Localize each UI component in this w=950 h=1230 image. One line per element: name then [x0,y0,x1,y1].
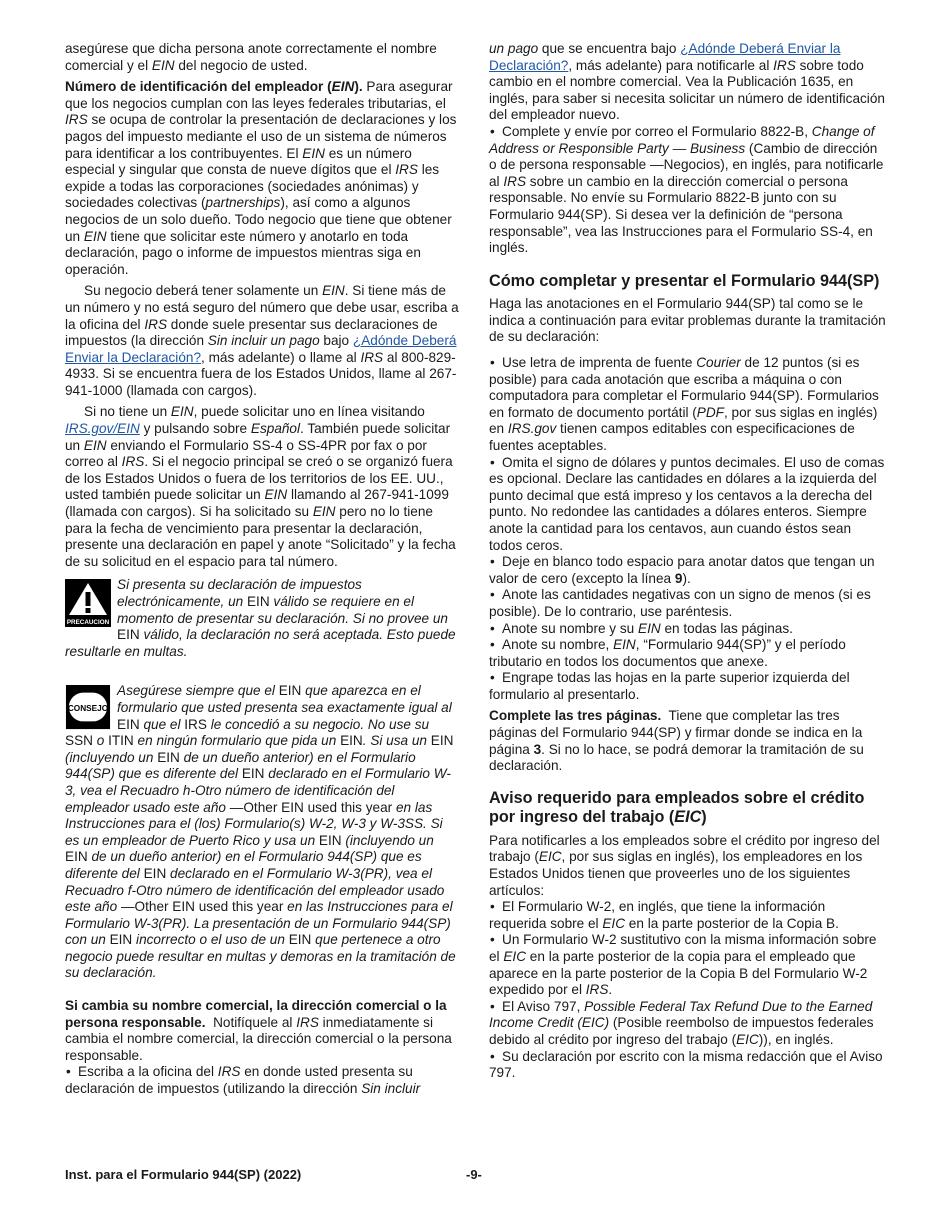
paragraph-ein: Número de identificación del empleador (EIN). Para asegurar que los negocios cumplan con las leyes federales tributarias, el IRS se ocupa de controlar la presentación de declaraciones y los pagos del impuesto mediante el uso de un sistema de números para identificar a los contribuyentes. El EIN es un número especial y singular que consta de nueve dígitos que el IRS les expide a todas las corporaciones (sociedades anónimas) y sociedades colectivas (partnerships), así como a algunos negocios de un solo dueño. Todo negocio que tiene que obtener un EIN tiene que solicitar este número y anotarlo en toda declaración, pago o informe de impuestos mientras siga en operación. [65,79,457,277]
right-column [489,41,886,1082]
caution-text: Si presenta su declaración de impuestos electrónicamente, un EIN válido se requiere en el momento de presentar su declaración. Si no provee un EIN válido, la declaración no será aceptada. Esto puede resultarle en multas. [65,577,456,659]
link-adonde[interactable]: ¿Adónde Deberá Enviar la Declaración? [489,41,841,73]
list-item: • Use letra de imprenta de fuente Courier de 12 puntos (si es posible) para cada anotación que escriba a máquina o con computadora para completar el Formulario 944(SP). Formularios en formato de documento portátil (PDF, por sus siglas en inglés) en IRS.gov tienen campos editables con especificaciones de fuentes aceptables. [489,355,886,455]
list-item: • El Aviso 797, Possible Federal Tax Refund Due to the Earned Income Credit (EIC) (Posible reembolso de impuestos federales debido al crédito por ingreso del trabajo (EIC)), en inglés. [489,999,886,1049]
list-item: • El Formulario W-2, en inglés, que tiene la información requerida sobre el EIC en la parte posterior de la Copia B. [489,899,886,932]
paragraph: Su negocio deberá tener solamente un EIN. Si tiene más de un número y no está seguro del número que debe usar, escriba a la oficina del IRS donde suele presentar sus declaraciones de impuestos (la dirección Sin incluir un pago bajo ¿Adónde Deberá Enviar la Declaración?, más adelante) o llame al IRS al 800-829-4933. Si se encuentra fuera de los Estados Unidos, llame al 267-941-1000 (llamada con cargos). [65,283,459,398]
tip-text: Asegúrese siempre que el EIN que aparezca en el formulario que usted presenta sea exactamente igual al EIN que el IRS le concedió a su negocio. No use su SSN o ITIN en ningún formulario que pida un EIN. Si usa un EIN (incluyendo un EIN de un dueño anterior) en el Formulario 944(SP) que es diferente del EIN declarado en el Formulario W-3, vea el Recuadro h-Otro número de identificación del empleador usado este año —Other EIN used this year en las Instrucciones para el (los) Formulario(s) W-2, W-3 y W-3SS. Si es un empleador de Puerto Rico y usa un EIN (incluyendo un EIN de un dueño anterior) en el Formulario 944(SP) que es diferente del EIN declarado en el Formulario W-3(PR), vea el Recuadro f-Otro número de identificación del empleador usado este año —Other EIN used this year en las Instrucciones para el Formulario W-3(PR). La presentación de un Formulario 944(SP) con un EIN incorrecto o el uso de un EIN que pertenece a otro negocio puede resultar en multas y demoras en la tramitación de su declaración. [65,683,456,981]
list-item: • Omita el signo de dólares y puntos decimales. El uso de comas es opcional. Declare las cantidades en dólares a la izquierda del punto decimal que está impreso y los centavos a la derecha del punto. No redondee las cantidades a dólares enteros. Siempre anote la cantidad para los centavos, aun cuando éstos sean todos ceros. [489,455,886,555]
list-item: • Un Formulario W-2 sustitutivo con la misma información sobre el EIC en la parte posterior de la copia para el empleado que aparece en la parte posterior de la Copia B del Formulario W-2 expedido por el IRS. [489,932,886,998]
section-heading: Aviso requerido para empleados sobre el crédito por ingreso del trabajo (EIC) [489,788,865,827]
link-irs-ein[interactable]: IRS.gov/EIN [65,421,140,437]
paragraph: Haga las anotaciones en el Formulario 944(SP) tal como se le indica a continuación para evitar problemas durante la tramitación de su declaración: [489,296,886,345]
paragraph: Para notificarles a los empleados sobre el crédito por ingreso del trabajo (EIC, por sus siglas en inglés), los empleadores en los Estados Unidos tienen que proveerles uno de los siguientes artículos: [489,832,880,898]
page-number: -9- [466,1167,482,1182]
caution-callout [65,577,460,660]
list-item: • Anote su nombre y su EIN en todas las páginas. [489,621,886,638]
tip-icon [65,685,111,731]
list-item: • Anote su nombre, EIN, “Formulario 944(SP)” y el período tributario en todos los documentos que anexe. [489,637,886,670]
list-item: • Engrape todas las hojas en la parte superior izquierda del formulario al presentarlo. [489,670,886,703]
section-heading: Cómo completar y presentar el Formulario 944(SP) [489,271,880,290]
list-item: • Anote las cantidades negativas con un signo de menos (si es posible). De lo contrario, use paréntesis. [489,587,886,620]
paragraph: Si no tiene un EIN, puede solicitar uno en línea visitando IRS.gov/EIN y pulsando sobre Español. También puede solicitar un EIN enviando el Formulario SS-4 o SS-4PR por fax o por correo al IRS. Si el negocio principal se creó o se organizó fuera de los Estados Unidos o fuera de los territorios de los EE. UU., usted también puede solicitar un EIN llamando al 267-941-1099 (llamada con cargos). Si ha solicitado su EIN pero no lo tiene para la fecha de vencimiento para presentar la declaración, presente una declaración en papel y anote “Solicitado” y la fecha de su solicitud en el espacio para tal número. [65,404,456,569]
paragraph-cambio: Si cambia su nombre comercial, la dirección comercial o la persona responsable. Notifíquele al IRS inmediatamente si cambia el nombre comercial, la dirección comercial o la persona responsable. [65,998,452,1063]
bold-heading: Si cambia su nombre comercial, la dirección comercial o la persona responsable. [65,998,447,1030]
tip-label: CONSEJO [67,704,109,714]
tip-callout [65,683,460,982]
link-adonde[interactable]: ¿Adónde Deberá Enviar la Declaración? [65,333,457,365]
caution-icon [65,579,111,627]
list-item: • Deje en blanco todo espacio para anotar datos que tengan un valor de cero (excepto la línea 9). [489,554,886,587]
left-column [65,41,460,1098]
list-item: • Su declaración por escrito con la misma redacción que el Aviso 797. [489,1049,886,1082]
list-item: • Escriba a la oficina del IRS en donde usted presenta su declaración de impuestos (utilizando la dirección Sin incluir [65,1064,460,1097]
caution-label: PRECAUCION [66,619,110,627]
bold-heading: Complete las tres páginas. [489,708,662,724]
paragraph: asegúrese que dicha persona anote correctamente el nombre comercial y el EIN del negocio de usted. [65,41,437,73]
paragraph: un pago que se encuentra bajo ¿Adónde Deberá Enviar la Declaración?, más adelante) para notificarle al IRS sobre todo cambio en el nombre comercial. Vea la Publicación 1635, en inglés, para saber si necesita solicitar un número de identificación del empleador nuevo. [489,41,885,123]
list-item: • Complete y envíe por correo el Formulario 8822-B, Change of Address or Responsible Party — Business (Cambio de dirección o de persona responsable —Negocios), en inglés, para notificarle al IRS sobre un cambio en la dirección comercial o persona responsable. No envíe su Formulario 8822-B junto con su Formulario 944(SP). Si desea ver la definición de “persona responsable”, vea las Instrucciones para el Formulario SS-4, en inglés. [489,124,886,257]
paragraph: Complete las tres páginas. Tiene que completar las tres páginas del Formulario 944(SP) y firmar donde se indica en la página 3. Si no lo hace, se podrá demorar la tramitación de su declaración. [489,708,864,774]
footer-title: Inst. para el Formulario 944(SP) (2022) [65,1167,302,1182]
ein-heading: Número de identificación del empleador (EIN). [65,79,363,95]
